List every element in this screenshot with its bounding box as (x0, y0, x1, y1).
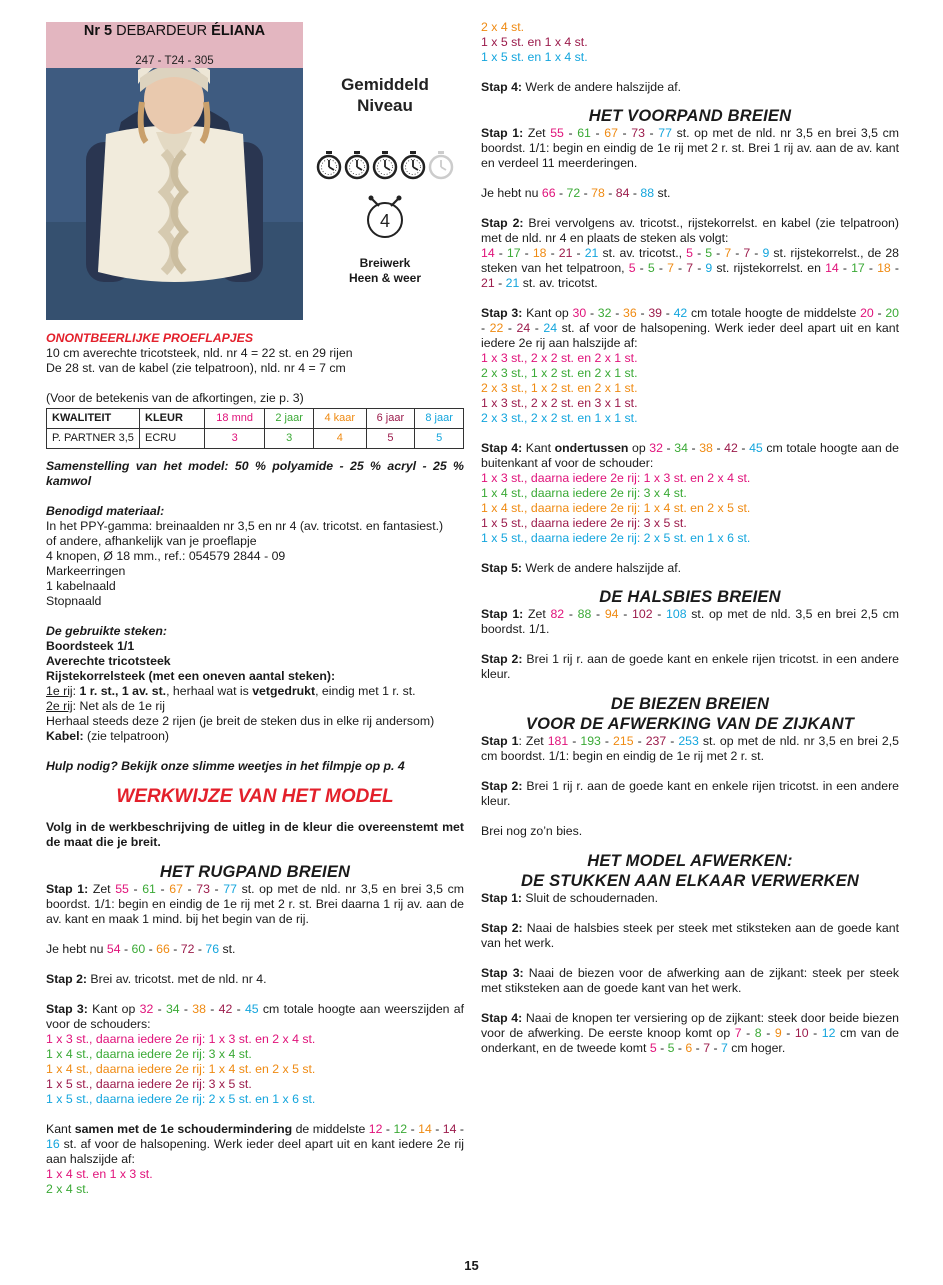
header-size-3: 4 kaar (314, 409, 367, 429)
swatch-line-1: 10 cm averechte tricotsteek, nld. nr 4 = 22 st. en 29 rijen (46, 346, 353, 360)
instruction-line: 2 x 3 st., 1 x 2 st. en 2 x 1 st. (481, 381, 638, 395)
stopwatch-icon (372, 150, 398, 180)
right-column (481, 20, 899, 1056)
instruction-line: 1 x 3 st., daarna iedere 2e rij: 1 x 3 st. en 2 x 4 st. (46, 1032, 316, 1046)
composition: Samenstelling van het model: 50 % polyamide - 25 % acryl - 25 % kamwol (46, 459, 464, 488)
instruction-line: 1 x 5 st., daarna iedere 2e rij: 3 x 5 st. (46, 1077, 252, 1091)
method-title: WERKWIJZE VAN HET MODEL (116, 786, 394, 807)
instruction-line: 1 x 5 st., daarna iedere 2e rij: 2 x 5 st. en 1 x 6 st. (46, 1092, 316, 1106)
instruction-line: 1 x 4 st., daarna iedere 2e rij: 3 x 4 st. (481, 486, 687, 500)
header-size-2: 2 jaar (265, 409, 314, 429)
cell-size-4: 5 (366, 429, 415, 449)
level-line-2: Niveau (357, 96, 413, 115)
pattern-references: 247 - T24 - 305 (135, 55, 214, 67)
materials-line: 1 kabelnaald (46, 579, 116, 593)
instruction-line: 1 x 4 st. en 1 x 3 st. (46, 1167, 153, 1181)
header-size-5: 8 jaar (415, 409, 464, 429)
neckband-step-2: Stap 2: Brei 1 rij r. aan de goede kant en enkele rijen tricotst. in een andere kleur. (481, 652, 900, 681)
pattern-title (46, 24, 303, 39)
instruction-line: 1 x 4 st., daarna iedere 2e rij: 1 x 4 st. en 2 x 5 st. (46, 1062, 316, 1076)
header-size-1: 18 mnd (205, 409, 265, 429)
instruction-line: 1 x 5 st. en 1 x 4 st. (481, 35, 588, 49)
front-stitch-count: Je hebt nu 66 - 72 - 78 - 84 - 88 st. (481, 186, 671, 200)
front-step-4: Stap 4: Kant ondertussen op 32 - 34 - 38 - 42 - 45 cm totale hoogte aan de buitenkant af voor de schouder: (481, 441, 899, 470)
cell-size-2: 3 (265, 429, 314, 449)
back-step-1: Stap 1: Zet 55 - 61 - 67 - 73 - 77 st. op met de nld. nr 3,5 en brei 3,5 cm boordst. 1/1: begin en eindig de 1e rij met 2 r. st. Brei daarna 1 rij av. aan de av. kant en maak 1 mind. bij het begin van de rij. (46, 882, 465, 926)
difficulty-rating (310, 150, 460, 180)
swatch-heading: ONONTBEERLIJKE PROEFLAPJES (46, 331, 254, 345)
instruction-line: 1 x 5 st., daarna iedere 2e rij: 3 x 5 st. (481, 516, 687, 530)
craft-line-2: Heen & weer (348, 271, 422, 285)
bands-step-2: Stap 2: Brei 1 rij r. aan de goede kant en enkele rijen tricotst. in een andere kleur. (481, 779, 900, 808)
stopwatch-icon (344, 150, 370, 180)
materials-heading: Benodigd materiaal: (46, 504, 165, 518)
bands-title-2: VOOR DE AFWERKING VAN DE ZIJKANT (525, 715, 855, 733)
stitches-heading: De gebruikte steken: (46, 624, 167, 638)
bands-title-1: DE BIEZEN BREIEN (610, 695, 770, 713)
stopwatch-icon (400, 150, 426, 180)
cell-color: ECRU (140, 429, 205, 449)
finishing-step-3: Stap 3: Naai de biezen voor de afwerking aan de zijkant: steek per steek met stiksteken aan de goede kant van het werk. (481, 966, 899, 995)
front-title: HET VOORPAND BREIEN (588, 107, 792, 125)
front-step-3: Stap 3: Kant op 30 - 32 - 36 - 39 - 42 cm totale hoogte de middelste 20 - 20 - 22 - 24 - 24 st. af voor de halsopening. Werk ieder deel apart uit en kant iedere 2e rij aan halszijde af: (481, 306, 900, 350)
neckband-title: DE HALSBIES BREIEN (599, 588, 781, 606)
instruction-line: 1 x 3 st., daarna iedere 2e rij: 1 x 3 st. en 2 x 4 st. (481, 471, 751, 485)
needle-size-icon (365, 194, 405, 240)
abbreviation-note: (Voor de betekenis van de afkortingen, zie p. 3) (46, 391, 304, 405)
back-step-2: Stap 2: Brei av. tricotst. met de nld. nr 4. (46, 972, 267, 986)
instruction-line: 2 x 3 st., 1 x 2 st. en 2 x 1 st. (481, 366, 638, 380)
front-step-2: Stap 2: Brei vervolgens av. tricotst., rijstekorrelst. en kabel (zie telpatroon) met de nld. nr 4 en plaats de steken als volgt: 14 - 17 - 18 - 21 - 21 st. av. tricotst., 5 - 5 - 7 - 7 - 9 st. rijstekorrelst., de 28 steken van het telpatroon, 5 - 5 - 7 - 7 - 9 st. rijstekorrelst. en 14 - 17 - 18 - 21 - 21 st. av. tricotst. (481, 216, 900, 290)
cable-stitch: Kabel: (zie telpatroon) (46, 729, 170, 743)
finishing-title-1: HET MODEL AFWERKEN: (587, 852, 793, 870)
instruction-line: 1 x 3 st., 2 x 2 st. en 2 x 1 st. (481, 351, 638, 365)
left-column (46, 331, 464, 1197)
craft-line-1: Breiwerk (359, 256, 411, 270)
method-intro: Volg in de werkbeschrijving de uitleg in de kleur die overeenstemt met de maat die je breit. (46, 820, 464, 849)
header-size-4: 6 jaar (366, 409, 415, 429)
back-title: HET RUGPAND BREIEN (159, 863, 351, 881)
instruction-line: 1 x 5 st. en 1 x 4 st. (481, 50, 588, 64)
pattern-name: DEBARDEUR (116, 23, 212, 39)
bands-extra: Brei nog zo’n bies. (481, 824, 583, 838)
cell-size-1: 3 (205, 429, 265, 449)
stitch-seed: Rijstekorrelsteek (met een oneven aantal steken): (46, 669, 336, 683)
help-note: Hulp nodig? Bekijk onze slimme weetjes in het filmpje op p. 4 (46, 759, 405, 773)
bands-step-1: Stap 1: Zet 181 - 193 - 215 - 237 - 253 st. op met de nld. nr 3,5 en brei 2,5 cm boordst. 1/1: begin en eindig de 1e rij met 2 r. st. (481, 734, 899, 763)
instruction-line: 1 x 4 st., daarna iedere 2e rij: 3 x 4 st. (46, 1047, 252, 1061)
seed-row-2: 2e rij: Net als de 1e rij (46, 699, 165, 713)
materials-line: of andere, afhankelijk van je proeflapje (46, 534, 257, 548)
cell-quality: P. PARTNER 3,5 (47, 429, 140, 449)
instruction-line: 1 x 5 st., daarna iedere 2e rij: 2 x 5 st. en 1 x 6 st. (481, 531, 751, 545)
instruction-line: 2 x 4 st. (46, 1182, 90, 1196)
neckband-step-1: Stap 1: Zet 82 - 88 - 94 - 102 - 108 st. op met de nld. 3,5 en brei 2,5 cm boordst. 1/1. (481, 607, 899, 636)
back-step-3: Stap 3: Kant op 32 - 34 - 38 - 42 - 45 cm totale hoogte aan weerszijden af voor de schouders: (46, 1002, 465, 1031)
yarn-table (46, 408, 464, 449)
instruction-line: 2 x 3 st., 2 x 2 st. en 1 x 1 st. (481, 411, 638, 425)
stopwatch-icon (316, 150, 342, 180)
materials-line: Stopnaald (46, 594, 102, 608)
needle-size-value: 4 (379, 211, 391, 231)
page-number: 15 (464, 1258, 479, 1273)
finishing-step-2: Stap 2: Naai de halsbies steek per steek met stiksteken aan de goede kant van het werk. (481, 921, 899, 950)
materials-line: 4 knopen, Ø 18 mm., ref.: 054579 2844 - 09 (46, 549, 286, 563)
cell-size-3: 4 (314, 429, 367, 449)
difficulty-level (310, 74, 460, 116)
front-step-1: Stap 1: Zet 55 - 61 - 67 - 73 - 77 st. op met de nld. nr 3,5 en brei 3,5 cm boordst. 1/1: begin en eindig de 1e rij met 2 r. st. Brei 1 rij av. aan de av. kant en verdeel 11 meerderingen. (481, 126, 900, 170)
photo-title-band (46, 22, 303, 68)
finishing-title-2: DE STUKKEN AAN ELKAAR VERWERKEN (520, 872, 860, 890)
back-neck-shaping: Kant samen met de 1e schoudermindering de middelste 12 - 12 - 14 - 14 - 16 st. af voor de halsopening. Werk ieder deel apart uit en kant iedere 2e rij aan halszijde af: (46, 1122, 465, 1166)
instruction-line: 1 x 4 st., daarna iedere 2e rij: 1 x 4 st. en 2 x 5 st. (481, 501, 751, 515)
stitch-reverse-stockinette: Averechte tricotsteek (46, 654, 171, 668)
seed-row-1: 1e rij: 1 r. st., 1 av. st., herhaal wat is vetgedrukt, eindig met 1 r. st. (46, 684, 416, 698)
level-line-1: Gemiddeld (341, 75, 429, 94)
instruction-line: 2 x 4 st. (481, 20, 525, 34)
materials-line: In het PPY-gamma: breinaalden nr 3,5 en nr 4 (av. tricotst. en fantasiest.) (46, 519, 444, 533)
back-step-4: Stap 4: Werk de andere halszijde af. (481, 80, 682, 94)
seed-repeat: Herhaal steeds deze 2 rijen (je breit de steken dus in elke rij andersom) (46, 714, 435, 728)
front-step-5: Stap 5: Werk de andere halszijde af. (481, 561, 682, 575)
materials-line: Markeerringen (46, 564, 126, 578)
difficulty-info (310, 74, 460, 286)
header-quality: KWALITEIT (47, 409, 140, 429)
yarn-table-row (47, 429, 464, 449)
finishing-step-4: Stap 4: Naai de knopen ter versiering op de zijkant: steek door beide biezen voor de afwerking. De eerste knoop komt op 7 - 8 - 9 - 10 - 12 cm van de onderkant, en de tweede komt 5 - 5 - 6 - 7 - 7 cm hoger. (481, 1011, 900, 1055)
stitch-rib: Boordsteek 1/1 (46, 639, 135, 653)
swatch-line-2: De 28 st. van de kabel (zie telpatroon), nld. nr 4 = 7 cm (46, 361, 346, 375)
finishing-step-1: Stap 1: Sluit de schoudernaden. (481, 891, 659, 905)
model-photo (46, 22, 303, 320)
header-color: KLEUR (140, 409, 205, 429)
yarn-table-header (47, 409, 464, 429)
pattern-name-strong: ÉLIANA (211, 23, 266, 39)
stopwatch-empty-icon (428, 150, 454, 180)
back-stitch-count: Je hebt nu 54 - 60 - 66 - 72 - 76 st. (46, 942, 236, 956)
craft-type (310, 256, 460, 286)
cell-size-5: 5 (415, 429, 464, 449)
instruction-line: 1 x 3 st., 2 x 2 st. en 3 x 1 st. (481, 396, 638, 410)
pattern-number: Nr 5 (83, 23, 113, 39)
